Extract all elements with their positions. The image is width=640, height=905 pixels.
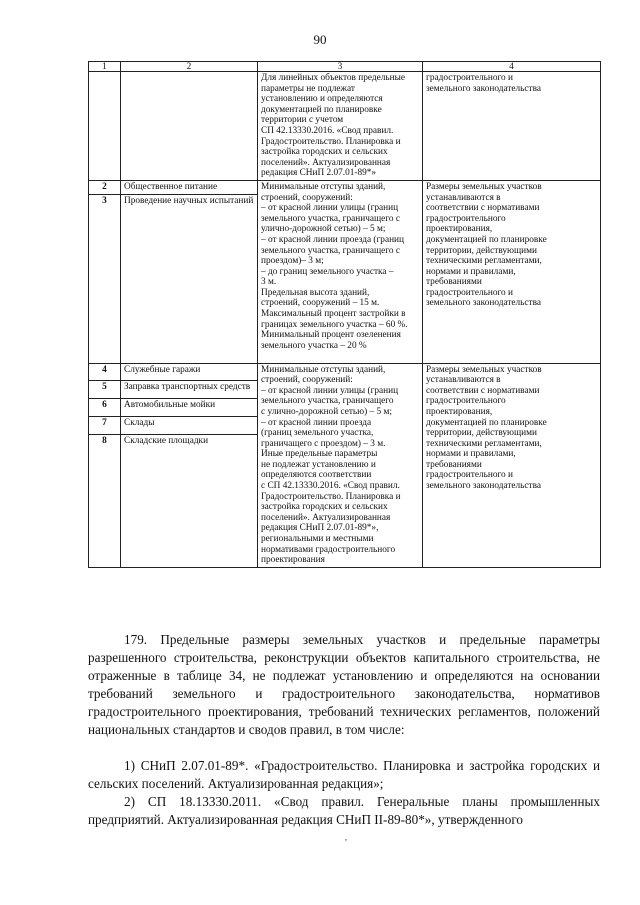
table-row [89,363,601,381]
row-number: 3 [89,194,121,363]
cell-line: строений, сооружений: [261,375,353,386]
cell-line: устанавливаются в [426,192,501,203]
cell-line: проектирования, [426,224,493,235]
cell-line: документацией по планировке [426,417,547,428]
row-number: 6 [89,399,121,417]
cell-line: проектирования [261,555,325,566]
table-row [89,72,601,181]
list-item: 1) СНиП 2.07.01-89*. «Градостроительство. Планировка и застройка городских и сельских поселений. Актуализированная редакция»; [88,758,600,791]
cell-line: – от красной линии проезда [261,417,372,428]
cell-line: документацией по планировке [426,234,547,245]
cell-line: проектирования, [426,406,493,417]
cell-line: СП 42.13330.2016. «Свод правил. [261,125,394,136]
cell-line: Максимальный процент застройки в [261,309,406,320]
cell-line: земельного законодательства [426,298,541,309]
header-cell: 2 [121,62,258,72]
cell-line: градостроительного и [426,470,513,481]
use-type-name: Складские площадки [121,434,258,567]
requirements-cell [423,180,601,363]
cell-line: строений, сооружений: [261,192,353,203]
page-number: 90 [313,32,327,47]
table-header-row [89,62,601,72]
cell-line: градостроительного [426,396,506,407]
cell-line: строений, сооружений – 15 м. [261,298,380,309]
cell-line: не подлежат установлению и [261,459,376,470]
requirements-cell [423,72,601,181]
cell-line: – от красной линии проезда (границ [261,234,405,245]
cell-line: соответствии с нормативами [426,385,540,396]
cell-line: Размеры земельных участков [426,181,542,192]
cell-line: градостроительного [426,213,506,224]
cell-line: территории с учетом [261,115,344,126]
cell-line: устанавливаются в [426,375,501,386]
cell-line: Градостроительство. Планировка и [261,136,401,147]
cell-line: Предельная высота зданий, [261,287,370,298]
footer-mark: , [345,833,347,842]
cell-line: поселений». Актуализированная [261,157,391,168]
row-number: 7 [89,416,121,434]
cell-line: Градостроительство. Планировка и [261,491,401,502]
use-type-name: Служебные гаражи [121,363,258,381]
cell-line: земельного участка, граничащего с [261,245,400,256]
cell-line: граничащего с проездом) – 3 м. [261,438,386,449]
use-type-name: Склады [121,416,258,434]
empty-cell [121,72,258,181]
cell-line: – от красной линии улицы (границ [261,385,399,396]
header-cell: 1 [89,62,121,72]
cell-line: параметры не подлежат [261,83,355,94]
cell-line: земельного участка, граничащего [261,396,394,407]
cell-line: Минимальный процент озеленения [261,330,401,341]
cell-line: требованиями [426,277,482,288]
cell-line: установлению и определяются [261,94,383,105]
cell-line: Минимальные отступы зданий, [261,181,386,192]
cell-line: земельного участка, граничащего с [261,213,400,224]
cell-line: техническими регламентами, [426,256,542,267]
cell-line: редакция СНиП 2.07.01-89*», [261,523,379,534]
cell-line: требованиями [426,459,482,470]
regulations-table [88,61,601,568]
parameters-cell [258,363,423,567]
cell-line: Размеры земельных участков [426,364,542,375]
cell-line: проездом)– 3 м; [261,256,324,267]
cell-line: определяются соответствии [261,470,372,481]
cell-line: земельного законодательства [426,481,541,492]
cell-line: нормативами градостроительного [261,544,396,555]
cell-line: Иные предельные параметры [261,449,378,460]
cell-line: территории, действующими [426,428,537,439]
cell-line: территории, действующими [426,245,537,256]
cell-line: редакция СНиП 2.07.01-89*» [261,168,377,179]
row-number: 8 [89,434,121,567]
cell-line: нормами и правилами, [426,449,516,460]
paragraph-179: 179. Предельные размеры земельных участков и предельные параметры разрешенного строительства, реконструкции объектов капитального строительства, не отраженные в таблице 34, не подлежат установлению и определяются на основании требований земельного и градостроительного законодательства, нормативов градостроительного проектирования, требований технических регламентов, положений национальных стандартов и сводов правил, в том числе: [88,632,600,737]
empty-cell [89,72,121,181]
cell-line: – до границ земельного участка – [261,266,394,277]
cell-line: градостроительного и [426,73,513,83]
header-cell: 3 [258,62,423,72]
row-number: 4 [89,363,121,381]
table-row [89,180,601,194]
cell-line: 3 м. [261,277,277,288]
row-number: 5 [89,381,121,399]
use-type-name: Заправка транспортных средств [121,381,258,399]
cell-line: соответствии с нормативами [426,203,540,214]
row-number: 2 [89,180,121,194]
cell-line: земельного участка – 20 % [261,340,367,351]
parameters-cell [258,72,423,181]
requirements-cell [423,363,601,567]
use-type-name: Автомобильные мойки [121,399,258,417]
header-cell: 4 [423,62,601,72]
cell-line: документацией по планировке [261,104,382,115]
cell-line: Для линейных объектов предельные [261,73,405,83]
cell-line: земельного законодательства [426,83,541,94]
cell-line: нормами и правилами, [426,266,516,277]
cell-line: техническими регламентами, [426,438,542,449]
cell-line: градостроительного и [426,287,513,298]
use-type-name: Общественное питание [121,180,258,194]
cell-line: застройка городских и сельских [261,502,388,513]
cell-line: Минимальные отступы зданий, [261,364,386,375]
parameters-cell [258,180,423,363]
use-type-name: Проведение научных испытаний [121,194,258,363]
cell-line: застройка городских и сельских [261,147,388,158]
cell-line: с СП 42.13330.2016. «Свод правил. [261,481,400,492]
list-item: 2) СП 18.13330.2011. «Свод правил. Генеральные планы промышленных предприятий. Актуализированная редакция СНиП II-89-80*», утвержденного [88,794,600,827]
cell-line: (границ земельного участка, [261,428,374,439]
cell-line: с улично-дорожной сетью) – 5 м; [261,406,392,417]
cell-line: границах земельного участка – 60 %. [261,319,408,330]
cell-line: поселений». Актуализированная [261,512,391,523]
cell-line: улично-дорожной сетью) – 5 м; [261,224,386,235]
cell-line: – от красной линии улицы (границ [261,203,399,214]
cell-line: региональными и местными [261,534,374,545]
